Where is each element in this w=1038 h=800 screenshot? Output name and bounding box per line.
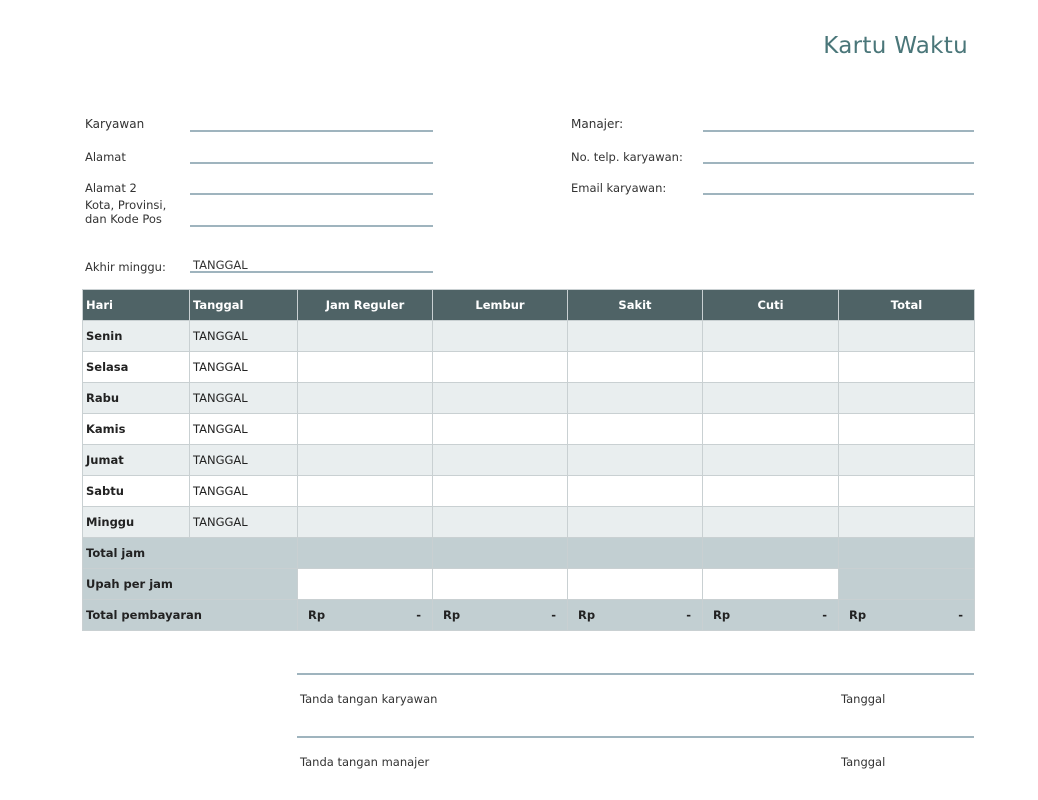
date-cell[interactable]: TANGGAL: [190, 414, 298, 445]
day-cell: Sabtu: [83, 476, 190, 507]
total-cell: [839, 321, 975, 352]
currency-label: Rp: [308, 608, 326, 622]
day-cell: Senin: [83, 321, 190, 352]
table-row: [83, 414, 975, 445]
sick-cell[interactable]: [568, 321, 703, 352]
amount-dash: -: [686, 608, 691, 622]
address-field[interactable]: [190, 162, 433, 164]
date-cell[interactable]: TANGGAL: [190, 352, 298, 383]
sick-cell[interactable]: [568, 414, 703, 445]
leave-cell[interactable]: [703, 321, 839, 352]
total-cell: [839, 414, 975, 445]
amount-dash: -: [822, 608, 827, 622]
pay-overtime-cell: [433, 600, 568, 631]
regular-cell[interactable]: [298, 445, 433, 476]
total-pay-label: Total pembayaran: [83, 600, 298, 631]
overtime-cell[interactable]: [433, 321, 568, 352]
leave-cell[interactable]: [703, 445, 839, 476]
day-cell: Kamis: [83, 414, 190, 445]
pay-leave-cell: [703, 600, 839, 631]
date-cell[interactable]: TANGGAL: [190, 476, 298, 507]
timesheet-table: [82, 289, 975, 631]
regular-cell[interactable]: [298, 507, 433, 538]
table-header-row: [83, 290, 975, 321]
employee-signature-date-label: Tanggal: [841, 692, 886, 706]
overtime-cell[interactable]: [433, 476, 568, 507]
table-row: [83, 476, 975, 507]
hourly-rate-row: [83, 569, 975, 600]
regular-cell[interactable]: [298, 321, 433, 352]
email-label: Email karyawan:: [571, 181, 667, 195]
sick-cell[interactable]: [568, 507, 703, 538]
manager-signature-label: Tanda tangan manajer: [300, 755, 430, 769]
address2-label: Alamat 2: [85, 181, 137, 195]
address-label: Alamat: [85, 150, 126, 164]
col-header-total: Total: [839, 290, 975, 321]
total-leave-cell: [703, 538, 839, 569]
col-header-date: Tanggal: [190, 290, 298, 321]
amount-dash: -: [416, 608, 421, 622]
pay-sick-cell: [568, 600, 703, 631]
day-cell: Jumat: [83, 445, 190, 476]
day-cell: Minggu: [83, 507, 190, 538]
rate-sick-cell[interactable]: [568, 569, 703, 600]
total-overtime-cell: [433, 538, 568, 569]
total-cell: [839, 383, 975, 414]
table-row: [83, 352, 975, 383]
rate-total-cell: [839, 569, 975, 600]
sick-cell[interactable]: [568, 383, 703, 414]
overtime-cell[interactable]: [433, 414, 568, 445]
col-header-day: Hari: [83, 290, 190, 321]
manager-signature-line[interactable]: [297, 736, 974, 738]
week-end-value[interactable]: TANGGAL: [193, 258, 248, 272]
col-header-overtime: Lembur: [433, 290, 568, 321]
phone-label: No. telp. karyawan:: [571, 150, 683, 164]
sick-cell[interactable]: [568, 445, 703, 476]
sick-cell[interactable]: [568, 352, 703, 383]
employee-label: Karyawan: [85, 117, 145, 131]
total-pay-row: [83, 600, 975, 631]
regular-cell[interactable]: [298, 352, 433, 383]
leave-cell[interactable]: [703, 383, 839, 414]
pay-total-cell: [839, 600, 975, 631]
phone-field[interactable]: [703, 162, 974, 164]
date-cell[interactable]: TANGGAL: [190, 445, 298, 476]
currency-label: Rp: [578, 608, 596, 622]
hourly-rate-label: Upah per jam: [83, 569, 298, 600]
city-label-line2: dan Kode Pos: [85, 212, 162, 226]
manager-signature-date-label: Tanggal: [841, 755, 886, 769]
week-end-label: Akhir minggu:: [85, 260, 166, 274]
leave-cell[interactable]: [703, 352, 839, 383]
pay-regular-cell: [298, 600, 433, 631]
manager-field[interactable]: [703, 130, 974, 132]
city-label-line1: Kota, Provinsi,: [85, 198, 167, 212]
regular-cell[interactable]: [298, 476, 433, 507]
amount-dash: -: [958, 608, 963, 622]
overtime-cell[interactable]: [433, 352, 568, 383]
address2-field[interactable]: [190, 193, 433, 195]
email-field[interactable]: [703, 193, 974, 195]
manager-label: Manajer:: [571, 117, 624, 131]
total-cell: [839, 507, 975, 538]
rate-regular-cell[interactable]: [298, 569, 433, 600]
date-cell[interactable]: TANGGAL: [190, 321, 298, 352]
currency-label: Rp: [849, 608, 867, 622]
amount-dash: -: [551, 608, 556, 622]
table-row: [83, 507, 975, 538]
date-cell[interactable]: TANGGAL: [190, 507, 298, 538]
table-row: [83, 321, 975, 352]
table-row: [83, 383, 975, 414]
leave-cell[interactable]: [703, 414, 839, 445]
total-hours-row: [83, 538, 975, 569]
overtime-cell[interactable]: [433, 445, 568, 476]
sick-cell[interactable]: [568, 476, 703, 507]
table-row: [83, 445, 975, 476]
rate-overtime-cell[interactable]: [433, 569, 568, 600]
total-hours-label: Total jam: [83, 538, 298, 569]
day-cell: Selasa: [83, 352, 190, 383]
currency-label: Rp: [713, 608, 731, 622]
rate-leave-cell[interactable]: [703, 569, 839, 600]
overtime-cell[interactable]: [433, 507, 568, 538]
total-regular-cell: [298, 538, 433, 569]
date-cell[interactable]: TANGGAL: [190, 383, 298, 414]
employee-field[interactable]: [190, 130, 433, 132]
total-sick-cell: [568, 538, 703, 569]
total-cell: [839, 352, 975, 383]
regular-cell[interactable]: [298, 414, 433, 445]
currency-label: Rp: [443, 608, 461, 622]
leave-cell[interactable]: [703, 476, 839, 507]
grand-total-hours-cell: [839, 538, 975, 569]
total-cell: [839, 445, 975, 476]
page-title: Kartu Waktu: [823, 33, 968, 59]
employee-signature-line[interactable]: [297, 673, 974, 675]
col-header-regular: Jam Reguler: [298, 290, 433, 321]
employee-signature-label: Tanda tangan karyawan: [300, 692, 438, 706]
regular-cell[interactable]: [298, 383, 433, 414]
col-header-sick: Sakit: [568, 290, 703, 321]
overtime-cell[interactable]: [433, 383, 568, 414]
col-header-leave: Cuti: [703, 290, 839, 321]
leave-cell[interactable]: [703, 507, 839, 538]
week-end-field: [190, 271, 433, 273]
day-cell: Rabu: [83, 383, 190, 414]
city-field[interactable]: [190, 225, 433, 227]
total-cell: [839, 476, 975, 507]
